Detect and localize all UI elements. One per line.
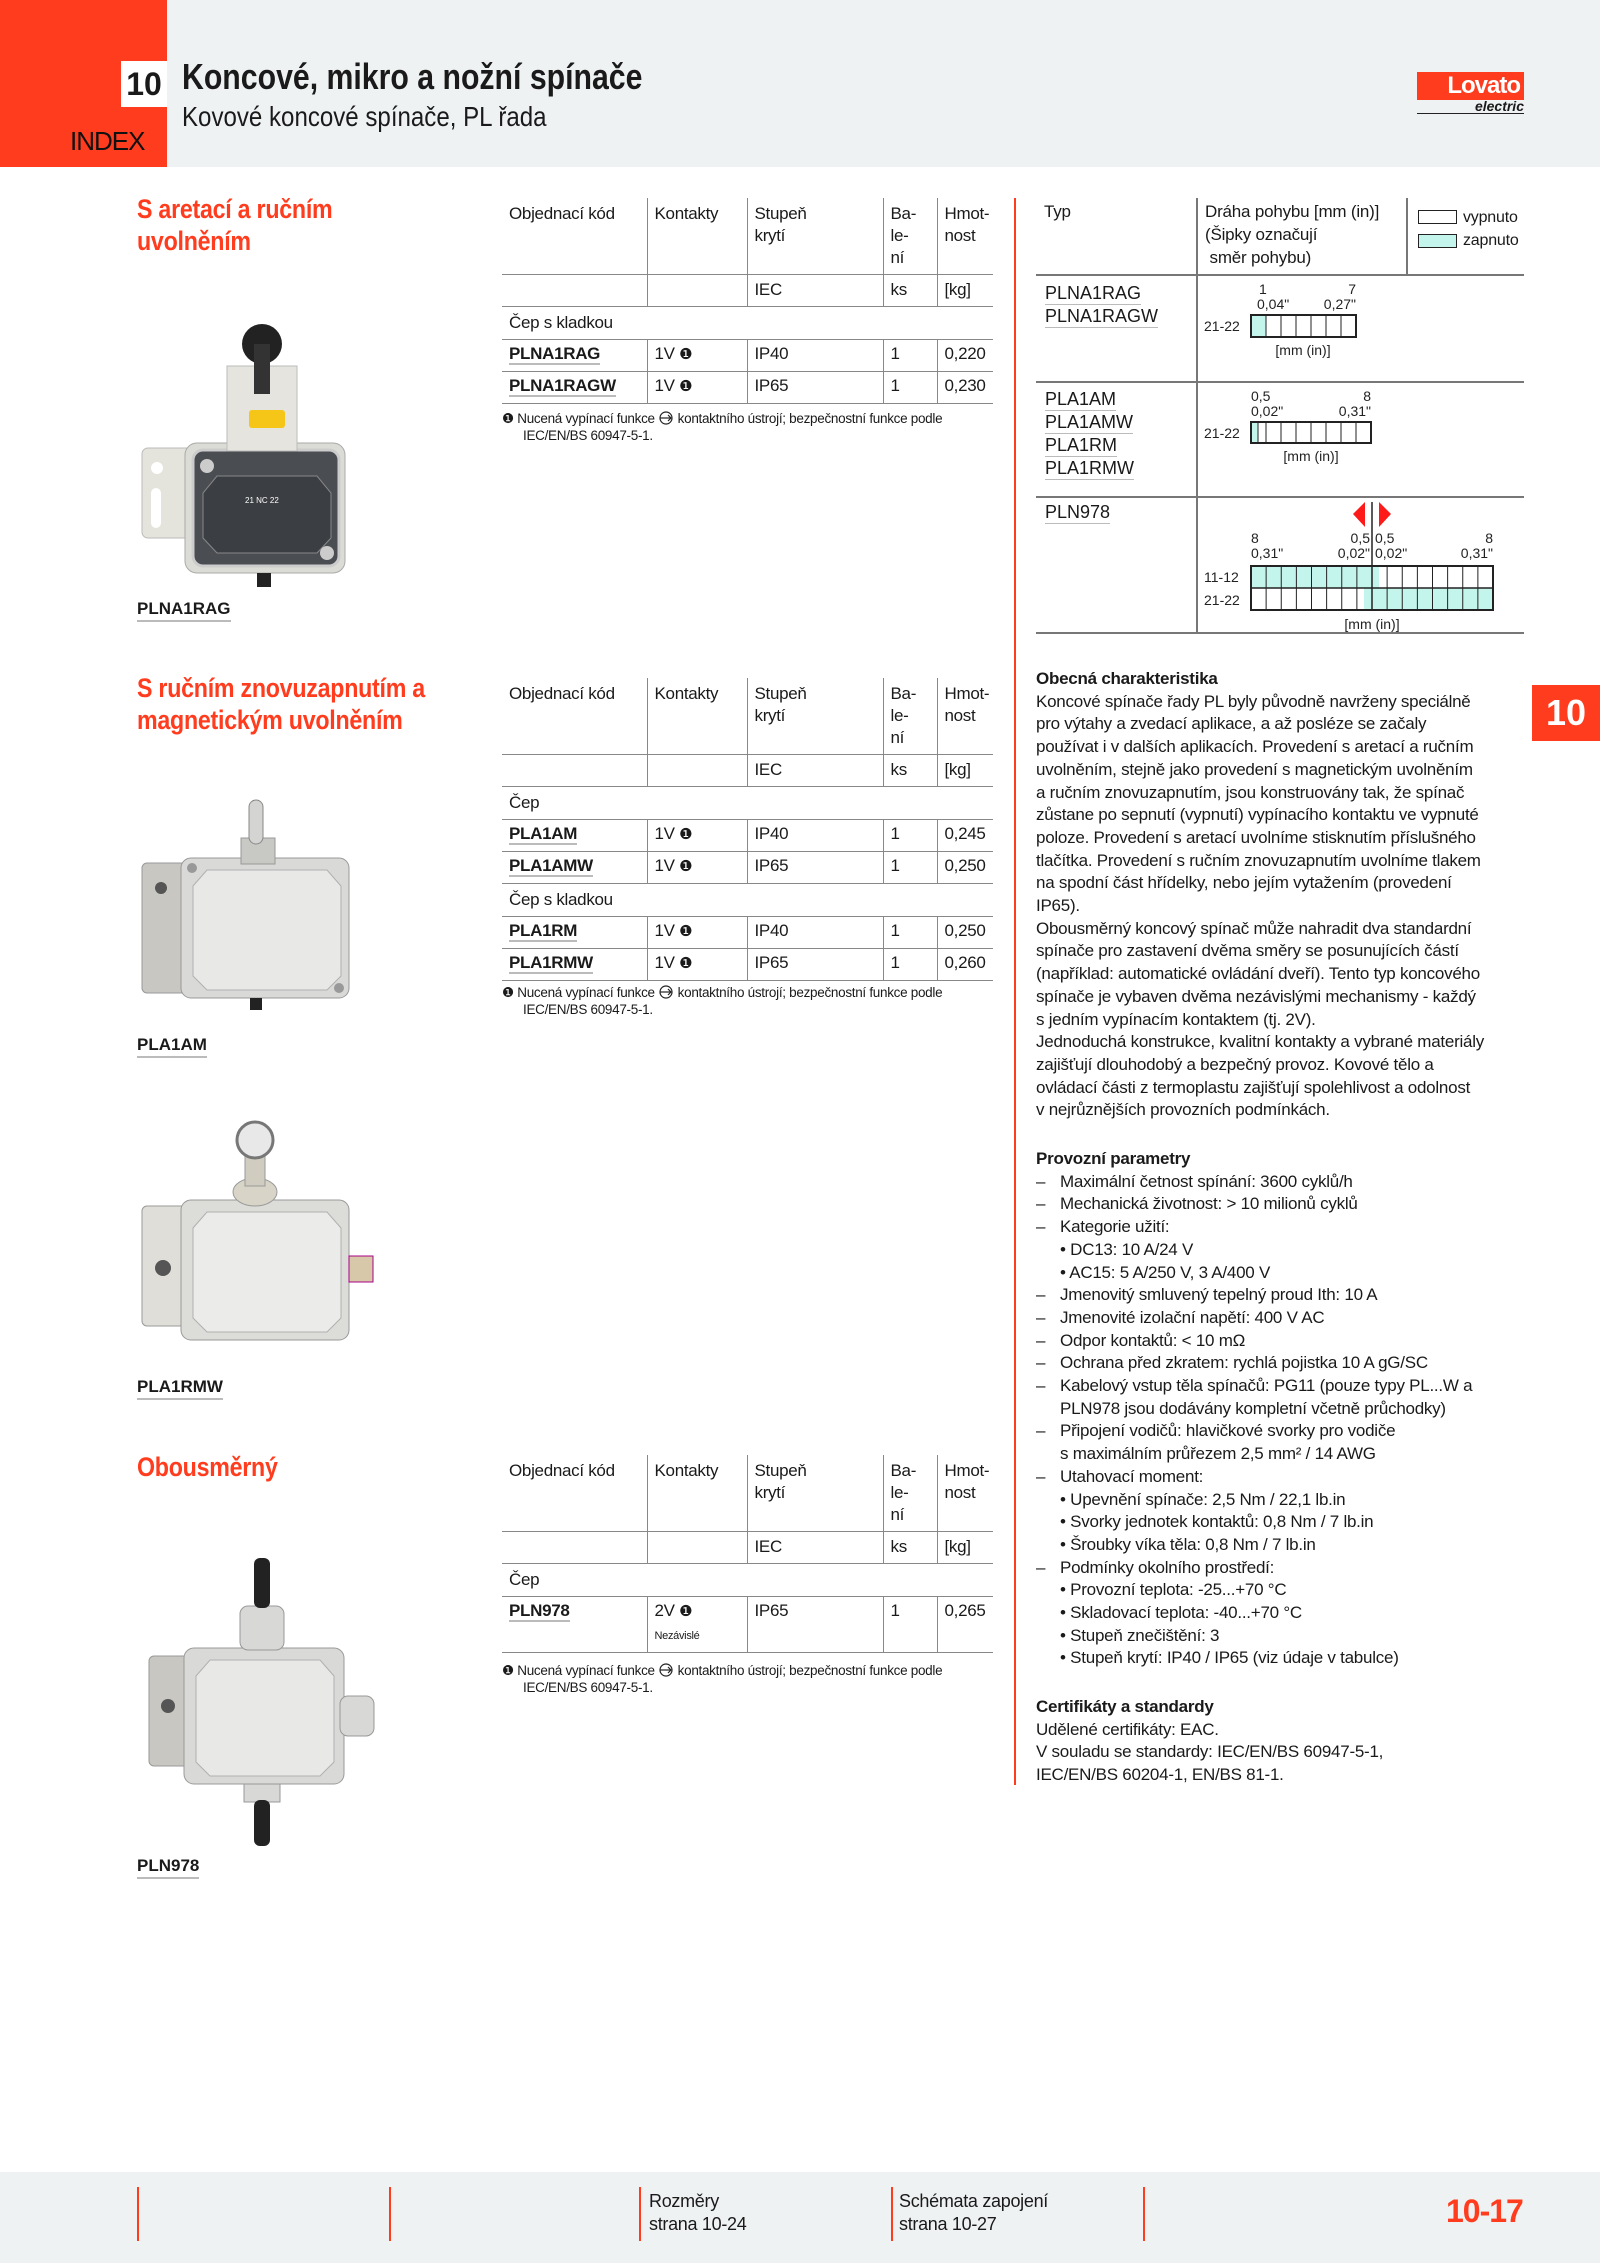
product-caption: PLN978 <box>137 1856 199 1879</box>
group-label: Čep <box>502 1564 993 1597</box>
pack: 1 <box>883 340 937 372</box>
pack: 1 <box>883 372 937 404</box>
footer-divider <box>1143 2187 1145 2241</box>
type-link[interactable]: PLA1RM <box>1045 435 1118 455</box>
col-pack: Ba- le- ní <box>883 678 937 755</box>
contacts: 1V <box>654 921 675 940</box>
text-line: poloze. Provedení s aretací uvolníme stisknutím příslušného <box>1036 827 1476 847</box>
text-line: V souladu se standardy: IEC/EN/BS 60947-5-1, <box>1036 1742 1384 1762</box>
svg-text:21 NC 22: 21 NC 22 <box>245 496 279 505</box>
unit-protection: IEC <box>747 1532 883 1564</box>
unit-pack: ks <box>883 275 937 307</box>
product-table <box>502 678 993 981</box>
text-line: s jedním vypínacím kontaktem (tj. 2V). <box>1036 1009 1316 1029</box>
contact-label: 21-22 <box>1204 592 1240 608</box>
table-row <box>502 340 993 372</box>
page-number: 10-17 <box>1446 2193 1523 2229</box>
type-link[interactable]: PLA1RMW <box>1045 458 1135 478</box>
text-line: v nejrůznějších provozních podmínkách. <box>1036 1100 1330 1120</box>
col-weight: Hmot- nost <box>937 678 993 755</box>
text-line: uvolněním, stejně jako provedení s magnetickým uvolněním <box>1036 759 1473 779</box>
footnote-mark: ❶ <box>679 923 693 940</box>
text-line: spínače je vybaven dvěma nezávislými mechanismy - každý <box>1036 986 1476 1006</box>
unit-cell <box>502 755 647 787</box>
type-link[interactable]: PLNA1RAG <box>1045 283 1142 303</box>
param-item: • Skladovací teplota: -40...+70 °C <box>1060 1603 1302 1623</box>
footnote <box>502 1662 993 1696</box>
travel-label: 0,31" <box>1460 545 1493 561</box>
table-row <box>502 372 993 404</box>
contact-label: 21-22 <box>1204 318 1240 334</box>
text-line: ovládací části z termoplastu zajišťují spolehlivost a odolnost <box>1036 1077 1471 1097</box>
legend-on-label: zapnuto <box>1463 232 1519 249</box>
footnote-mark: ❶ <box>502 411 514 426</box>
text-line: Obousměrný koncový spínač může nahradit dva standardní <box>1036 918 1472 938</box>
text-line: Udělené certifikáty: EAC. <box>1036 1719 1219 1739</box>
page-subtitle: Kovové koncové spínače, PL řada <box>182 101 547 132</box>
unit-pack: ks <box>883 755 937 787</box>
travel-label: 0,02" <box>1375 545 1408 561</box>
pack: 1 <box>883 820 937 852</box>
col-pack: Ba- le- ní <box>883 1455 937 1532</box>
product-image-pla1am <box>137 798 357 1020</box>
footer-divider <box>389 2187 391 2241</box>
unit-label: [mm (in)] <box>1275 342 1331 358</box>
footer-divider <box>639 2187 641 2241</box>
product-table <box>502 1455 993 1653</box>
param-item: – Kategorie užití: <box>1036 1216 1536 1239</box>
text-line: tlačítka. Provedení s ručním znovuzapnutím uvolníme tlakem <box>1036 850 1481 870</box>
param-item: PLN978 jsou dodávány kompletní včetně průchodky) <box>1060 1398 1446 1418</box>
unit-protection: IEC <box>747 275 883 307</box>
unit-cell <box>502 1532 647 1564</box>
weight: 0,230 <box>937 372 993 404</box>
table-row <box>502 917 993 949</box>
footnote-text: kontaktního ústrojí; bezpečnostní funkce podle <box>677 411 943 426</box>
unit-label: [mm (in)] <box>1283 448 1339 464</box>
product-caption: PLNA1RAG <box>137 599 231 622</box>
protection: IP65 <box>747 372 883 404</box>
type-list <box>1045 388 1134 480</box>
dimensions-label: Rozměry <box>649 2191 719 2211</box>
positive-opening-icon <box>658 411 674 425</box>
contact-label: 11-12 <box>1204 569 1239 585</box>
pack: 1 <box>883 917 937 949</box>
col-code: Objednací kód <box>502 678 647 755</box>
weight: 0,260 <box>937 949 993 981</box>
weight: 0,250 <box>937 917 993 949</box>
heading-line: magnetickým uvolněním <box>137 705 403 735</box>
text-line: na spodní část hřídelky, nebo jejím vytažením (provedení <box>1036 873 1452 893</box>
footnote-mark: ❶ <box>502 1663 514 1678</box>
text-line: IEC/EN/BS 60204-1, EN/BS 81-1. <box>1036 1765 1284 1785</box>
type-list <box>1045 501 1110 524</box>
page-title: Koncové, mikro a nožní spínače <box>182 56 643 97</box>
text-line: IP65). <box>1036 896 1080 916</box>
travel-label: 0,31" <box>1338 403 1371 419</box>
col-code: Objednací kód <box>502 198 647 275</box>
certifications <box>1036 1696 1536 1787</box>
contacts: 2V <box>654 1601 675 1620</box>
contacts-note: Nezávislé <box>654 1630 700 1642</box>
table-row <box>502 1597 993 1653</box>
param-item: – Podmínky okolního prostředí: <box>1036 1557 1536 1580</box>
footnote-text: Nucená vypínací funkce <box>517 985 655 1000</box>
protection: IP40 <box>747 340 883 372</box>
type-link[interactable]: PLNA1RAGW <box>1045 306 1159 326</box>
param-item: s maximálním průřezem 2,5 mm² / 14 AWG <box>1060 1444 1376 1464</box>
order-code-link[interactable]: PLA1AM <box>509 824 578 843</box>
protection: IP65 <box>747 1597 883 1653</box>
travel-label: 8 <box>1251 530 1259 546</box>
col-pack: Ba- le- ní <box>883 198 937 275</box>
wiring-link[interactable] <box>899 2190 1048 2236</box>
order-code-link[interactable]: PLA1AMW <box>509 856 593 875</box>
travel-label: 0,04" <box>1257 296 1290 312</box>
footnote-text: IEC/EN/BS 60947-5-1. <box>523 428 653 443</box>
product-caption: PLA1RMW <box>137 1377 223 1400</box>
group-label: Čep s kladkou <box>502 884 993 917</box>
chapter-number: 10 <box>121 61 167 107</box>
unit-cell <box>647 755 747 787</box>
param-item: – Maximální četnost spínání: 3600 cyklů/h <box>1036 1171 1536 1194</box>
group-label: Čep <box>502 787 993 820</box>
order-code-link[interactable]: PLNA1RAGW <box>509 376 616 395</box>
unit-weight: [kg] <box>937 275 993 307</box>
unit-cell <box>647 1532 747 1564</box>
param-item: – Jmenovitý smluvený tepelný proud Ith: 10 A <box>1036 1284 1536 1307</box>
text-line: pro výtahy a zvedací aplikace, a až posléze se začaly <box>1036 714 1427 734</box>
col-contacts: Kontakty <box>647 198 747 275</box>
type-list <box>1045 282 1158 328</box>
footnote-text: Nucená vypínací funkce <box>517 1663 655 1678</box>
unit-weight: [kg] <box>937 1532 993 1564</box>
index-link[interactable]: INDEX <box>70 126 145 156</box>
product-image-pln978 <box>144 1556 384 1850</box>
lovato-logo-sub: electric <box>1417 99 1524 114</box>
contacts: 1V <box>654 856 675 875</box>
page-footer <box>0 2172 1600 2263</box>
product-image-pla1rmw <box>137 1116 377 1362</box>
section-heading-reset <box>137 672 425 736</box>
product-image-plna1rag <box>137 318 357 594</box>
protection: IP65 <box>747 852 883 884</box>
travel-label: 0,02" <box>1251 403 1284 419</box>
pack: 1 <box>883 852 937 884</box>
contacts: 1V <box>654 344 675 363</box>
heading-line: uvolněním <box>137 226 251 256</box>
travel-label: 0,5 <box>1375 530 1395 546</box>
section-heading-latching <box>137 193 332 257</box>
dimensions-link[interactable] <box>649 2190 746 2236</box>
positive-opening-icon <box>658 1663 674 1677</box>
col-code: Objednací kód <box>502 1455 647 1532</box>
travel-label: 8 <box>1485 530 1493 546</box>
travel-label: 8 <box>1363 388 1371 404</box>
contact-label: 21-22 <box>1204 425 1240 441</box>
contacts: 1V <box>654 376 675 395</box>
wiring-label: Schémata zapojení <box>899 2191 1048 2211</box>
param-item: – Ochrana před zkratem: rychlá pojistka 10 A gG/SC <box>1036 1352 1536 1375</box>
protection: IP65 <box>747 949 883 981</box>
travel-label: 0,02" <box>1337 545 1370 561</box>
chapter-side-tab[interactable]: 10 <box>1532 685 1600 741</box>
unit-protection: IEC <box>747 755 883 787</box>
weight: 0,220 <box>937 340 993 372</box>
header-travel: Dráha pohybu [mm (in)] (Šipky označují směr pohybu) <box>1205 202 1380 267</box>
col-protection: Stupeň krytí <box>747 678 883 755</box>
header-type: Typ <box>1044 202 1071 221</box>
weight: 0,245 <box>937 820 993 852</box>
operating-parameters <box>1036 1148 1536 1670</box>
positive-opening-icon <box>658 985 674 999</box>
footnote-text: IEC/EN/BS 60947-5-1. <box>523 1680 653 1695</box>
text-line: spínače pro zastavení dvěma směry se posunujících částí <box>1036 941 1459 961</box>
param-item: – Utahovací moment: <box>1036 1466 1536 1489</box>
pack: 1 <box>883 949 937 981</box>
heading-line: Obousměrný <box>137 1452 278 1482</box>
dimensions-page: strana 10-24 <box>649 2214 747 2234</box>
footnote-mark: ❶ <box>679 346 693 363</box>
footnote <box>502 984 993 1018</box>
type-link[interactable]: PLN978 <box>1045 502 1111 522</box>
order-code-link[interactable]: PLNA1RAG <box>509 344 601 363</box>
param-item: • Stupeň krytí: IP40 / IP65 (viz údaje v tabulce) <box>1060 1648 1399 1668</box>
param-item: • AC15: 5 A/250 V, 3 A/400 V <box>1060 1262 1271 1282</box>
unit-cell <box>502 275 647 307</box>
footnote-mark: ❶ <box>679 1603 693 1620</box>
product-table <box>502 198 993 404</box>
contacts: 1V <box>654 953 675 972</box>
order-code-link[interactable]: PLA1RMW <box>509 953 593 972</box>
text-line: a ručním znovuzapnutím, jsou konstruovány tak, že spínač <box>1036 782 1465 802</box>
product-caption: PLA1AM <box>137 1035 207 1058</box>
legend-on-swatch <box>1418 234 1457 248</box>
travel-label: 0,27" <box>1323 296 1356 312</box>
param-item: • DC13: 10 A/24 V <box>1060 1239 1194 1259</box>
weight: 0,250 <box>937 852 993 884</box>
section-heading-bidirectional <box>137 1451 278 1483</box>
legend-off-label: vypnuto <box>1463 209 1518 226</box>
unit-weight: [kg] <box>937 755 993 787</box>
unit-pack: ks <box>883 1532 937 1564</box>
text-line: Koncové spínače řady PL byly původně navrženy speciálně <box>1036 691 1471 711</box>
text-line: zajišťují dlouhodobý a bezpečný provoz. Kovové tělo a <box>1036 1054 1434 1074</box>
travel-diagram-table <box>1036 198 1524 633</box>
text-line: Jednoduchá konstrukce, kvalitní kontakty a vybrané materiály <box>1036 1032 1485 1052</box>
col-contacts: Kontakty <box>647 678 747 755</box>
general-characteristics <box>1036 668 1536 1122</box>
col-weight: Hmot- nost <box>937 1455 993 1532</box>
footnote-mark: ❶ <box>679 955 693 972</box>
param-item: – Jmenovité izolační napětí: 400 V AC <box>1036 1307 1536 1330</box>
unit-cell <box>647 275 747 307</box>
general-heading: Obecná charakteristika <box>1036 669 1218 688</box>
text-line: používat i v dalších aplikacích. Provedení s aretací a ručním <box>1036 737 1474 757</box>
param-item: – Kabelový vstup těla spínačů: PG11 (pouze typy PL...W a <box>1036 1375 1536 1398</box>
param-item: – Připojení vodičů: hlavičkové svorky pro vodiče <box>1036 1420 1536 1443</box>
order-code-link[interactable]: PLN978 <box>509 1601 570 1620</box>
footer-divider <box>891 2187 893 2241</box>
footnote-mark: ❶ <box>679 826 693 843</box>
footnote-text: IEC/EN/BS 60947-5-1. <box>523 1002 653 1017</box>
footnote-mark: ❶ <box>502 985 514 1000</box>
wiring-page: strana 10-27 <box>899 2214 997 2234</box>
param-item: – Odpor kontaktů: < 10 mΩ <box>1036 1330 1536 1353</box>
param-item: • Upevnění spínače: 2,5 Nm / 22,1 lb.in <box>1060 1489 1346 1509</box>
param-item: • Provozní teplota: -25...+70 °C <box>1060 1580 1287 1600</box>
group-label: Čep s kladkou <box>502 307 993 340</box>
pack: 1 <box>883 1597 937 1653</box>
travel-label: 7 <box>1348 281 1356 297</box>
param-item: – Mechanická životnost: > 10 milionů cyklů <box>1036 1193 1536 1216</box>
param-item: • Stupeň znečištění: 3 <box>1060 1625 1220 1645</box>
footnote-text: kontaktního ústrojí; bezpečnostní funkce podle <box>677 985 943 1000</box>
lovato-logo: Lovato <box>1417 72 1524 100</box>
contacts: 1V <box>654 824 675 843</box>
protection: IP40 <box>747 820 883 852</box>
certs-heading: Certifikáty a standardy <box>1036 1697 1214 1716</box>
table-row <box>502 852 993 884</box>
param-item: • Svorky jednotek kontaktů: 0,8 Nm / 7 lb.in <box>1060 1512 1374 1532</box>
protection: IP40 <box>747 917 883 949</box>
legend-off-swatch <box>1418 210 1457 224</box>
footnote-text: kontaktního ústrojí; bezpečnostní funkce podle <box>677 1663 943 1678</box>
params-heading: Provozní parametry <box>1036 1149 1191 1168</box>
footnote-mark: ❶ <box>679 378 693 395</box>
type-link[interactable]: PLA1AM <box>1045 389 1117 409</box>
footer-divider <box>137 2187 139 2241</box>
col-contacts: Kontakty <box>647 1455 747 1532</box>
param-item: • Šroubky víka těla: 0,8 Nm / 7 lb.in <box>1060 1534 1316 1554</box>
order-code-link[interactable]: PLA1RM <box>509 921 578 940</box>
type-link[interactable]: PLA1AMW <box>1045 412 1134 432</box>
text-line: (například: automatické ovládání dveří). Tento typ koncového <box>1036 964 1480 984</box>
col-protection: Stupeň krytí <box>747 1455 883 1532</box>
col-protection: Stupeň krytí <box>747 198 883 275</box>
heading-line: S aretací a ručním <box>137 194 333 224</box>
table-row <box>502 820 993 852</box>
travel-label: 1 <box>1259 281 1267 297</box>
footnote-mark: ❶ <box>679 858 693 875</box>
travel-label: 0,5 <box>1350 530 1370 546</box>
footnote-text: Nucená vypínací funkce <box>517 411 655 426</box>
travel-label: 0,31" <box>1251 545 1284 561</box>
footnote <box>502 410 993 444</box>
weight: 0,265 <box>937 1597 993 1653</box>
unit-label: [mm (in)] <box>1344 616 1400 632</box>
text-line: zůstane po sepnutí (vypnutí) vypínacího kontaktu ve vypnuté <box>1036 805 1479 825</box>
col-weight: Hmot- nost <box>937 198 993 275</box>
table-row <box>502 949 993 981</box>
travel-label: 0,5 <box>1251 388 1271 404</box>
heading-line: S ručním znovuzapnutím a <box>137 673 425 703</box>
column-divider <box>1014 198 1016 1785</box>
